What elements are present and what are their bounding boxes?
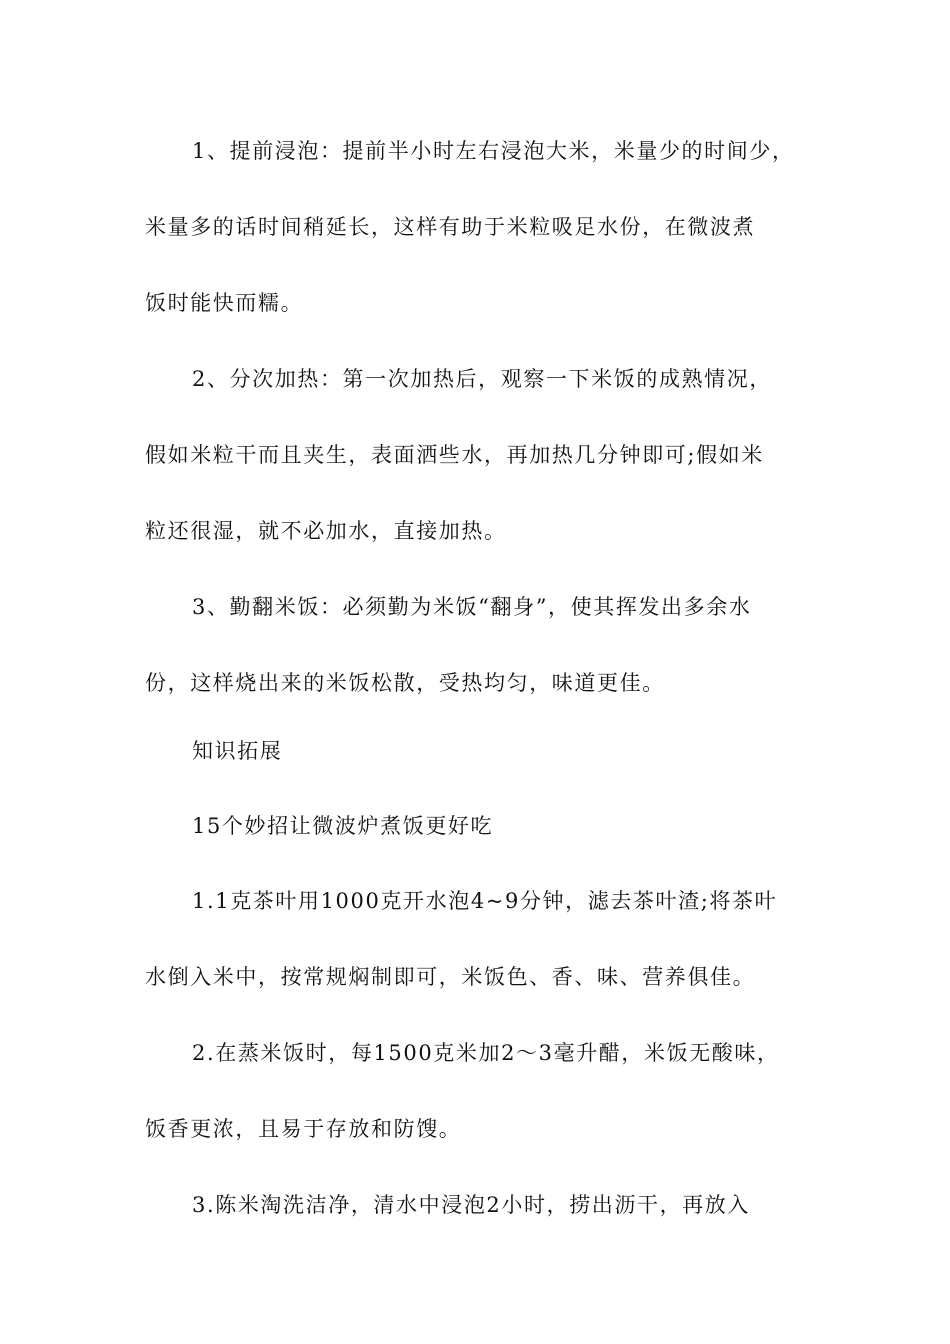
tip-2-line-1: 2.在蒸米饭时，每1500克米加2～3毫升醋，米饭无酸味， <box>192 1041 780 1065</box>
paragraph-3-line-1: 3、勤翻米饭：必须勤为米饭“翻身”，使其挥发出多余水 <box>192 595 752 619</box>
tip-1-line-2: 水倒入米中，按常规焖制即可，米饭色、香、味、营养俱佳。 <box>145 965 756 989</box>
tip-2-line-2: 饭香更浓，且易于存放和防馊。 <box>145 1117 462 1141</box>
tip-1-line-1: 1.1克茶叶用1000克开水泡4~9分钟，滤去茶叶渣;将茶叶 <box>192 889 778 913</box>
paragraph-2-line-2: 假如米粒干而且夹生，表面洒些水，再加热几分钟即可;假如米 <box>145 443 764 467</box>
paragraph-2-line-3: 粒还很湿，就不必加水，直接加热。 <box>145 519 507 543</box>
paragraph-2-line-1: 2、分次加热：第一次加热后，观察一下米饭的成熟情况， <box>192 367 772 391</box>
tip-3-line-1: 3.陈米淘洗洁净，清水中浸泡2小时，捞出沥干，再放入 <box>192 1193 750 1217</box>
paragraph-1-line-3: 饭时能快而糯。 <box>145 291 304 315</box>
section-heading: 知识拓展 <box>192 739 283 763</box>
paragraph-1-line-2: 米量多的话时间稍延长，这样有助于米粒吸足水份，在微波煮 <box>145 215 756 239</box>
paragraph-3-line-2: 份，这样烧出来的米饭松散，受热均匀，味道更佳。 <box>145 671 665 695</box>
paragraph-1-line-1: 1、提前浸泡：提前半小时左右浸泡大米，米量少的时间少， <box>192 139 795 163</box>
subsection-title: 15个妙招让微波炉煮饭更好吃 <box>192 814 494 838</box>
